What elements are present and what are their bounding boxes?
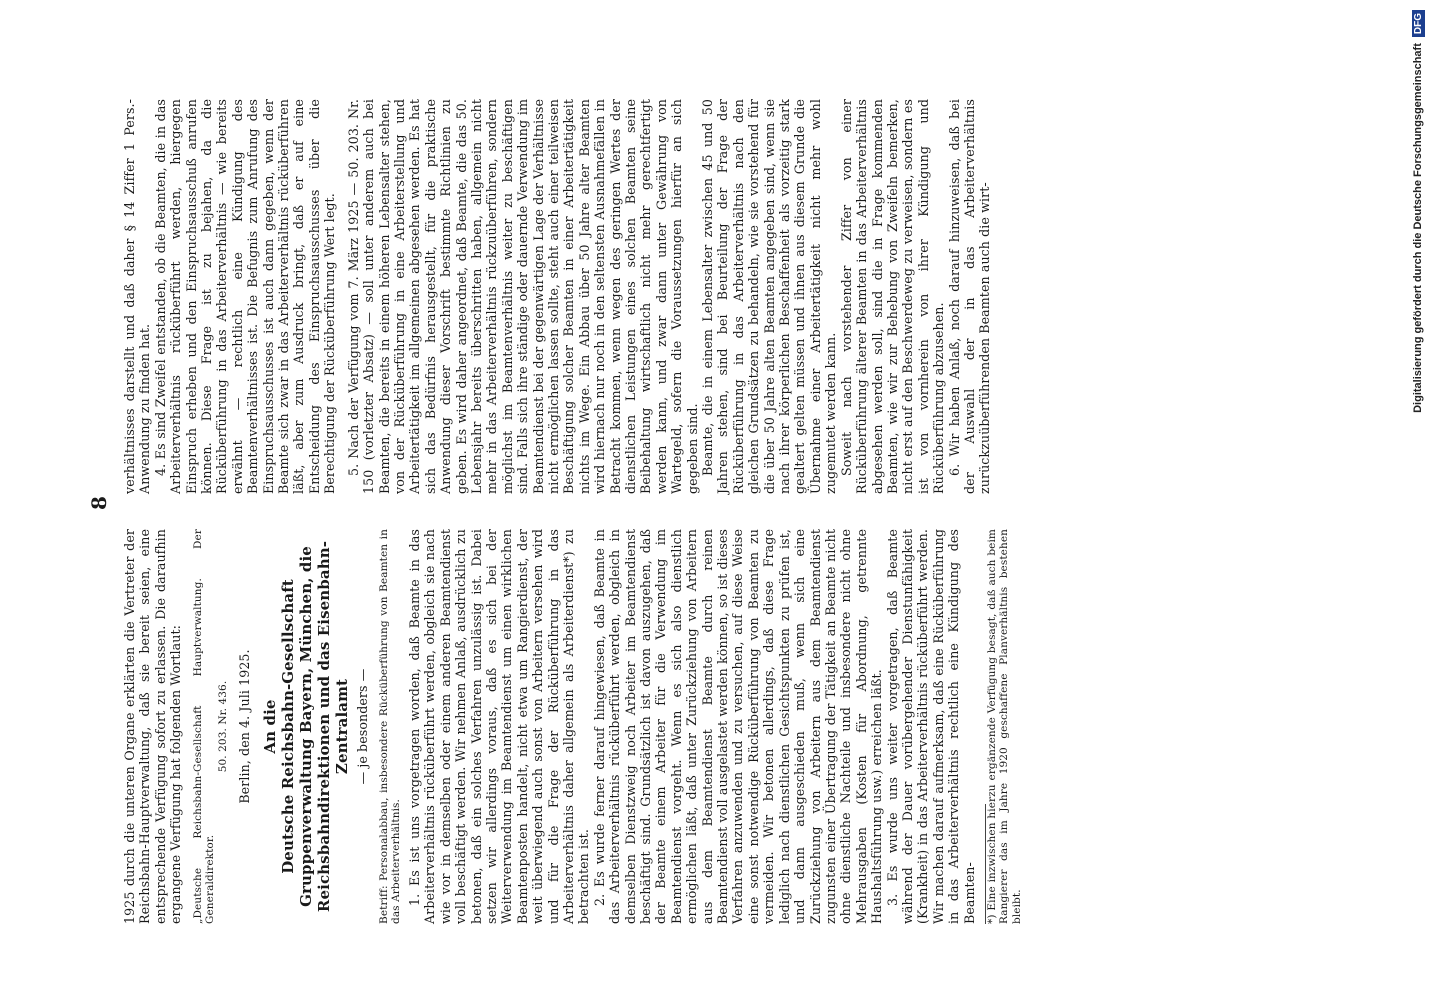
right-column xyxy=(122,99,993,494)
paragraph-1: 1. Es ist uns vorgetragen worden, daß Beamte in das Arbeiterverhältnis rücküberführt werden, obgleich sie nach wie vor in demselben oder einem anderen Beamtendienst voll beschäftigt werden. Wir nehmen Anlaß, ausdrücklich zu betonen, daß ein solches Verfahren unzulässig ist. Dabei setzen wir allerdings voraus, daß es sich bei der Weiterverwendung im Beamtendienst um einen wirklichen Beamtenposten handelt, nicht etwa um Rangierdienst, der weit überwiegend auch sonst von Arbeitern versehen wird und für die Frage der Rücküberführung in das Arbeiterverhältnis daher allgemein als Arbeiterdienst*) zu betrachten ist. xyxy=(406,529,592,924)
intro-paragraph: 1925 durch die unteren Organe erklärten die Vertreter der Reichsbahn-Hauptverwaltung, daß sie bereit seien, eine entsprechende Verfügung sofort zu erlassen. Die daraufhin ergangene Verfügung hat folgenden Wortlaut: xyxy=(122,529,184,924)
paragraph-5: 5. Nach der Verfügung vom 7. März 1925 — 50. 203. Nr. 150 (vorletzter Absatz) — soll unter anderem auch bei Beamten, die bereits in einem höheren Lebensalter stehen, von der Rücküberführung in eine Arbeiterstellung und Arbeitertätigkeit im allgemeinen abgesehen werden. Es hat sich das Bedürfnis herausgestellt, für die praktische Anwendung dieser Vorschrift bestimmte Richtlinien zu geben. Es wird daher angeordnet, daß Beamte, die das 50. Lebensjahr bereits überschritten haben, allgemein nicht mehr in das Arbeiterverhältnis rückzuüberführen, sondern möglichst im Beamtenverhältnis weiter zu beschäftigen sind. Falls sich ihre ständige oder dauernde Verwendung im Beamtendienst bei der gegenwärtigen Lage der Verhältnisse nicht ermöglichen lassen sollte, steht auch einer teilweisen Beschäftigung solcher Beamten in einer Arbeitertätigkeit nichts im Wege. Ein Abbau über 50 Jahre alter Beamten wird hiernach nur noch in den seltensten Ausnahmefällen in Betracht kommen, wenn wegen des geringen Wertes der dienstlichen Leistungen eines solchen Beamten seine Beibehaltung wirtschaftlich nicht mehr gerechtfertigt werden kann, und zwar dann unter Gewährung von Wartegeld, sofern die Voraussetzungen hierfür an sich gegeben sind. xyxy=(345,99,700,494)
digitization-sidebar xyxy=(1403,0,1433,1000)
page-number: 8 xyxy=(87,495,111,511)
paragraph-2: 2. Es wurde ferner darauf hingewiesen, daß Beamte in das Arbeiterverhältnis rücküberführt werden, obgleich in demselben Dienstzweig noch Arbeiter im Beamtendienst beschäftigt sind. Grundsätzlich ist davon auszugehen, daß der Beamte einem Arbeiter für die Verwendung im Beamtendienst vorgeht. Wenn es sich also dienstlich ermöglichen läßt, daß unter Zurückziehung von Arbeitern aus dem Beamtendienst Beamte durch reinen Beamtendienst voll ausgelastet werden können, so ist dieses Verfahren anzuwenden und zu versuchen, auf diese Weise eine sonst notwendige Rücküberführung von Beamten zu vermeiden. Wir betonen allerdings, daß diese Frage lediglich nach dienstlichen Gesichtspunkten zu prüfen ist, und dann ausgeschieden muß, wenn sich eine Zurückziehung von Arbeitern aus dem Beamtendienst zugunsten einer Übertragung der Tätigkeit an Beamte nicht ohne dienstliche Nachteile und insbesondere nicht ohne Mehrausgaben (Kosten für Abordnung, getrennte Haushaltsführung usw.) erreichen läßt. xyxy=(591,529,885,924)
sender-line: „Deutsche Reichsbahn-Gesellschaft Hauptverwaltung. Der Generaldirektor. xyxy=(191,529,217,924)
paragraph-5c: Soweit nach vorstehender Ziffer von einer Rücküberführung älterer Beamten in das Arbeiterverhältnis abgesehen werden soll, sind die in Frage kommenden Beamten, wie wir zur Behebung von Zweifeln bemerken, nicht erst auf den Beschwerdeweg zu verweisen, sondern es ist von vornherein von ihrer Kündigung und Rücküberführung abzusehen. xyxy=(838,99,947,494)
dfg-logo: DFG xyxy=(1412,10,1425,37)
subject-line: Betriff: Personalabbau, insbesondere Rücküberführung von Beamten in das Arbeiterverhältnis. xyxy=(377,529,403,924)
reference-number: 50. 203. Nr. 436. xyxy=(216,680,229,773)
footnote: *) Eine inzwischen hierzu ergänzende Verfügung besagt, daß auch beim Rangierer das im Jahre 1920 geschaffene Planverhältnis bestehen bleibt. xyxy=(985,529,1023,924)
place-date: Berlin, den 4. Juli 1925. xyxy=(237,649,253,804)
addressee-intro: An die xyxy=(260,699,279,754)
rotated-page xyxy=(87,82,1298,924)
sidebar-credit-row xyxy=(1403,0,1433,1000)
paragraph-continuation: verhältnisses darstellt und daß daher § 14 Ziffer 1 Pers.-Anwendung zu finden hat. xyxy=(122,99,153,494)
document-page xyxy=(87,82,1298,924)
paragraph-4: 4. Es sind Zweifel entstanden, ob die Beamten, die in das Arbeiterverhältnis rücküberführt werden, hiergegen Einspruch erheben und den Einspruchsausschuß anrufen können. Diese Frage ist zu bejahen, da die Rücküberführung in das Arbeiterverhältnis — wie bereits erwähnt — rechtlich eine Kündigung des Beamtenverhältnisses ist. Die Befugnis zum Anrufung des Einspruchsausschusses ist auch dann gegeben, wenn der Beamte sich zwar in das Arbeiterverhältnis rücküberführen läßt, aber zum Ausdruck bringt, daß er auf eine Entscheidung des Einspruchsausschusses über die Berechtigung der Rücküberführung Wert legt. xyxy=(152,99,338,494)
left-column xyxy=(122,529,1023,924)
paragraph-6: 6. Wir haben Anlaß, noch darauf hinzuweisen, daß bei der Auswahl der in das Arbeiterverhältnis zurückzuüberführenden Beamten auch die wirt- xyxy=(946,99,993,494)
digitization-credit: Digitalisierung gefördert durch die Deutsche Forschungsgemeinschaft xyxy=(1412,43,1424,413)
paragraph-3: 3. Es wurde uns weiter vorgetragen, daß Beamte während der Dauer vorübergehender Dienstunfähigkeit (Krankheit) in das Arbeiterverhältnis rücküberführt werden. Wir machen darauf aufmerksam, daß eine Rücküberführung in das Arbeiterverhältnis rechtlich eine Kündigung des Beamten- xyxy=(884,529,977,924)
addressee-name: Deutsche Reichsbahn-Gesellschaft Gruppenverwaltung Bayern, München, die Reichsbahndirektionen und das Eisenbahn-Zentralamt xyxy=(278,540,351,913)
addressee-note: — je besonders — xyxy=(354,668,370,785)
paragraph-5b: Beamte, die in einem Lebensalter zwischen 45 und 50 Jahren stehen, sind bei Beurteilung der Frage der Rücküberführung in das Arbeiterverhältnis nach den gleichen Grundsätzen zu behandeln, wie sie vorstehend für die über 50 Jahre alten Beamten angegeben sind, wenn sie nach ihrer körperlichen Beschaffenheit als vorzeitig stark gealtert gelten müssen und ihnen aus diesem Grunde die Übernahme einer Arbeitertätigkeit nicht mehr wohl zugemutet werden kann. xyxy=(700,99,839,494)
